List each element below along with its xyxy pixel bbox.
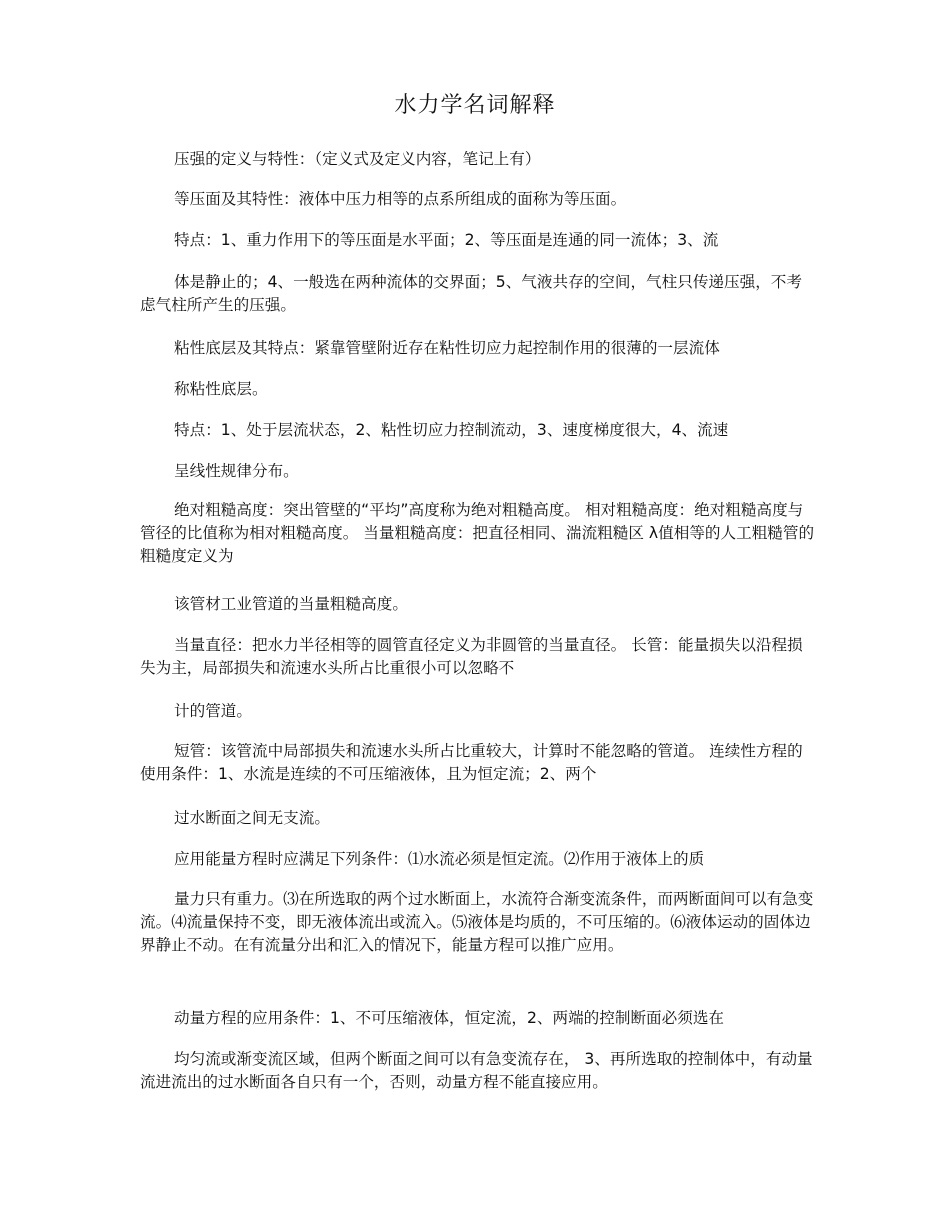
paragraph-roughness-height-cont: 该管材工业管道的当量粗糙高度。 [174, 595, 408, 613]
paragraph-energy-equation: 应用能量方程时应满足下列条件：⑴水流必须是恒定流。⑵作用于液体上的质 [174, 850, 705, 868]
paragraph-energy-equation-cont: 量力只有重力。⑶在所选取的两个过水断面上，水流符合渐变流条件，而两断面间可以有急变流。⑷流量保持不变，即无液体流出或流入。⑸液体是均质的，不可压缩的。⑹液体运动的固体边界静止不动。在有流量分出和汇入的情况下，能量方程可以推广应用。 [140, 890, 814, 954]
paragraph-sublayer-features-cont: 呈线性规律分布。 [174, 462, 299, 480]
paragraph-short-pipe: 短管：该管流中局部损失和流速水头所占比重较大，计算时不能忽略的管道。 连续性方程的使用条件：1、水流是连续的不可压缩液体，且为恒定流；2、两个 [140, 742, 803, 783]
paragraph-isobaric-features-cont: 体是静止的；4、一般选在两种流体的交界面；5、气液共存的空间，气柱只传递压强，不考虑气柱所产生的压强。 [140, 273, 802, 314]
paragraph-momentum-equation-cont: 均匀流或渐变流区域，但两个断面之间可以有急变流存在， 3、再所选取的控制体中，有动量流进流出的过水断面各自只有一个，否则，动量方程不能直接应用。 [140, 1050, 813, 1091]
paragraph-short-pipe-cont: 过水断面之间无支流。 [174, 809, 330, 827]
paragraph-isobaric-surface: 等压面及其特性：液体中压力相等的点系所组成的面称为等压面。 [174, 190, 627, 208]
document-title: 水力学名词解释 [394, 93, 556, 118]
paragraph-equivalent-diameter-cont: 计的管道。 [174, 702, 252, 720]
paragraph-viscous-sublayer-cont: 称粘性底层。 [174, 380, 268, 398]
paragraph-momentum-equation: 动量方程的应用条件：1、不可压缩液体，恒定流，2、两端的控制断面必须选在 [174, 1009, 725, 1027]
paragraph-roughness-height: 绝对粗糙高度：突出管壁的“平均”高度称为绝对粗糙高度。 相对粗糙高度：绝对粗糙高度与管径的比值称为相对粗糙高度。 当量粗糙高度：把直径相同、湍流粗糙区 λ值相等的人工粗糙管的粗糙度定义为 [140, 501, 815, 565]
paragraph-isobaric-features: 特点：1、重力作用下的等压面是水平面；2、等压面是连通的同一流体；3、流 [174, 231, 719, 249]
paragraph-equivalent-diameter: 当量直径：把水力半径相等的圆管直径定义为非圆管的当量直径。 长管：能量损失以沿程损失为主，局部损失和流速水头所占比重很小可以忽略不 [140, 636, 803, 677]
paragraph-pressure-definition: 压强的定义与特性：（定义式及定义内容，笔记上有） [174, 150, 541, 168]
paragraph-sublayer-features: 特点：1、处于层流状态，2、粘性切应力控制流动，3、速度梯度很大，4、流速 [174, 421, 729, 439]
paragraph-viscous-sublayer: 粘性底层及其特点：紧靠管壁附近存在粘性切应力起控制作用的很薄的一层流体 [174, 339, 720, 357]
